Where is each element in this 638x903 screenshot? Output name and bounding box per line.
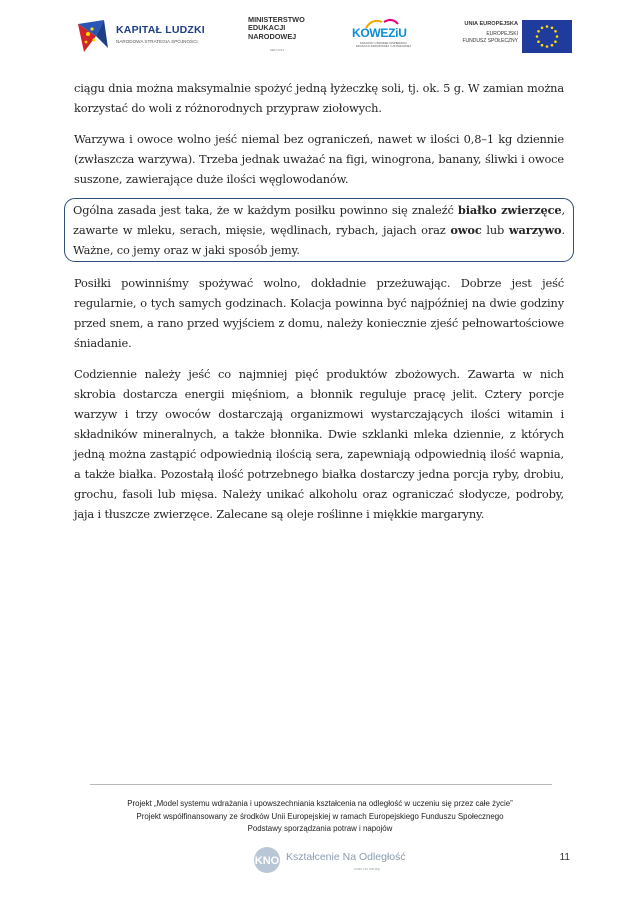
eu-subtitle: EUROPEJSKI FUNDUSZ SPOŁECZNY bbox=[462, 31, 518, 44]
kowezu-subtitle: KRAJOWY OŚRODEK WSPIERANIA EDUKACJI ZAWODOWEJ I USTAWICZNEJ bbox=[356, 41, 411, 49]
document-body bbox=[74, 78, 564, 535]
kapital-ludzki-emblem-icon bbox=[74, 18, 112, 56]
eu-logo bbox=[454, 18, 572, 58]
bold-vegetable: warzywo bbox=[508, 223, 562, 237]
kapital-ludzki-subtitle: NARODOWA STRATEGIA SPÓJNOŚCI bbox=[116, 39, 198, 44]
ministerstwo-logo bbox=[248, 16, 318, 58]
eu-title: UNIA EUROPEJSKA bbox=[464, 21, 518, 27]
ksztalcenie-logo bbox=[252, 845, 406, 877]
paragraph-salt: ciągu dnia można maksymalnie spożyć jedną łyżeczkę soli, tj. ok. 5 g. W zamian można korzystać do woli z różnorodnych przypraw ziołowych. bbox=[74, 81, 564, 115]
footer-divider bbox=[90, 784, 552, 785]
paragraph-meals: Posiłki powinniśmy spożywać wolno, dokładnie przeżuwając. Dobrze jest jeść regularnie, o tych samych godzinach. Kolacja powinna być najpóźniej na dwie godziny przed snem, a rano przed wyjściem z domu, należy koniecznie zjeść pełnowartościowe śniadanie. bbox=[74, 276, 564, 350]
footer-funding-note: Projekt współfinansowany ze środków Unii Europejskiej w ramach Europejskiego Funduszu Społecznego bbox=[136, 811, 504, 821]
page-footer bbox=[70, 798, 570, 836]
paragraph-general-rule: Ogólna zasada jest taka, że w każdym posiłku powinno się znaleźć białko zwierzęce, zawarte w mleku, serach, mięsie, wędlinach, rybach, jajach oraz owoc lub warzywo. Ważne, co jemy oraz w jaki sposób jemy. bbox=[73, 203, 565, 257]
kno-emblem-icon bbox=[252, 845, 282, 875]
page-number: 11 bbox=[559, 852, 570, 863]
kapital-ludzki-title: KAPITAŁ LUDZKI bbox=[116, 24, 205, 36]
ministerstwo-small-text: MEN 2014 bbox=[270, 48, 285, 52]
ministerstwo-text: MINISTERSTWO EDUKACJI NARODOWEJ bbox=[248, 15, 305, 41]
kowezu-title: KOWEZiU bbox=[352, 26, 407, 40]
kno-logo-text: Kształcenie Na Odległość bbox=[286, 851, 406, 863]
bold-animal-protein: białko zwierzęce bbox=[457, 203, 562, 217]
kno-logo-subtext: czas na naukę bbox=[354, 866, 380, 871]
highlighted-rule-box bbox=[64, 198, 574, 262]
eu-flag-icon bbox=[522, 20, 572, 53]
paragraph-daily-products: Codziennie należy jeść co najmniej pięć produktów zbożowych. Zawarta w nich skrobia dostarcza energii mięśniom, a błonnik reguluje pracę jelit. Cztery porcje warzyw i trzy owoców dostarczają organizmowi wystarczających ilości witamin i składników mineralnych, a także błonnika. Dwie szklanki mleka dziennie, z których jedną można zastąpić odpowiednią ilością sera, zapewniają odpowiednią ilość wapnia, a także białka. Pozostałą ilość potrzebnego białka dostarczy jedna porcja ryby, drobiu, grochu, fasoli lub mięsa. Należy unikać alkoholu oraz ograniczać słodycze, podroby, jaja i tłuszcze zwierzęce. Zalecane są oleje roślinne i miękkie margaryny. bbox=[74, 367, 564, 521]
footer-course-title: Podstawy sporządzania potraw i napojów bbox=[247, 824, 393, 834]
kapital-ludzki-logo bbox=[74, 18, 224, 58]
paragraph-vegetables: Warzywa i owoce wolno jeść niemal bez ograniczeń, nawet w ilości 0,8–1 kg dziennie (zwłaszcza warzywa). Trzeba jednak uważać na figi, winogrona, banany, śliwki i owoce suszone, zawierające duże ilości węglowodanów. bbox=[74, 132, 564, 186]
bold-fruit: owoc bbox=[450, 223, 482, 237]
kowezu-logo bbox=[352, 18, 422, 58]
page-header bbox=[70, 10, 570, 60]
svg-text:KNO: KNO bbox=[254, 855, 280, 867]
footer-project-title: Projekt „Model systemu wdrażania i upowszechniania kształcenia na odległość w uczeniu się przez całe życie” bbox=[127, 799, 513, 808]
